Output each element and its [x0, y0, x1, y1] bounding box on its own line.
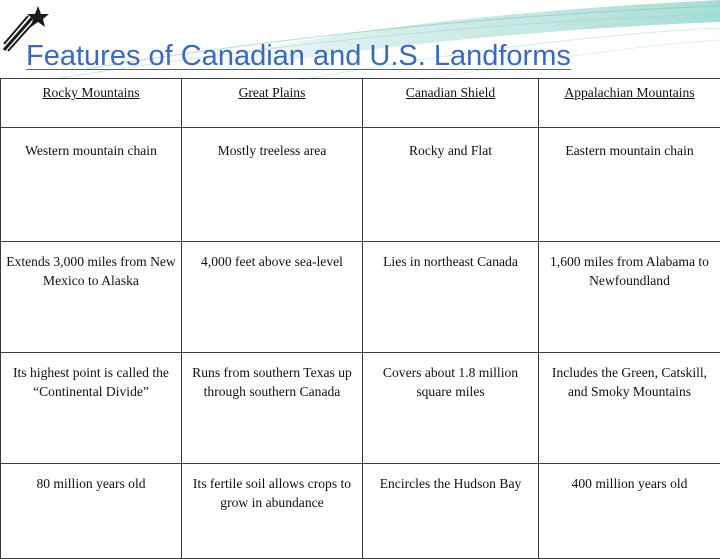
- table-cell: 1,600 miles from Alabama to Newfoundland: [539, 242, 720, 353]
- table-cell: Runs from southern Texas up through southern Canada: [182, 353, 363, 464]
- table-cell: Includes the Green, Catskill, and Smoky Mountains: [539, 353, 720, 464]
- table-cell: 400 million years old: [539, 464, 720, 559]
- table-row: [1, 128, 720, 242]
- header-great-plains: Great Plains: [182, 79, 363, 128]
- header-rocky-mountains: Rocky Mountains: [1, 79, 182, 128]
- table-cell: Lies in northeast Canada: [363, 242, 539, 353]
- table-cell: Its highest point is called the “Continental Divide”: [1, 353, 182, 464]
- table-row: [1, 464, 720, 559]
- table-cell: Mostly treeless area: [182, 128, 363, 242]
- table-cell: 4,000 feet above sea-level: [182, 242, 363, 353]
- table-cell: Rocky and Flat: [363, 128, 539, 242]
- table-cell: Its fertile soil allows crops to grow in abundance: [182, 464, 363, 559]
- table-cell: Covers about 1.8 million square miles: [363, 353, 539, 464]
- table-cell: Encircles the Hudson Bay: [363, 464, 539, 559]
- landforms-table: [0, 78, 720, 559]
- table-row: [1, 353, 720, 464]
- table-cell: Extends 3,000 miles from New Mexico to Alaska: [1, 242, 182, 353]
- header-appalachian-mountains: Appalachian Mountains: [539, 79, 720, 128]
- header-canadian-shield: Canadian Shield: [363, 79, 539, 128]
- table-cell: Western mountain chain: [1, 128, 182, 242]
- table-row: [1, 242, 720, 353]
- table-header-row: [1, 79, 720, 128]
- slide-title: Features of Canadian and U.S. Landforms: [26, 40, 571, 73]
- table-cell: 80 million years old: [1, 464, 182, 559]
- table-cell: Eastern mountain chain: [539, 128, 720, 242]
